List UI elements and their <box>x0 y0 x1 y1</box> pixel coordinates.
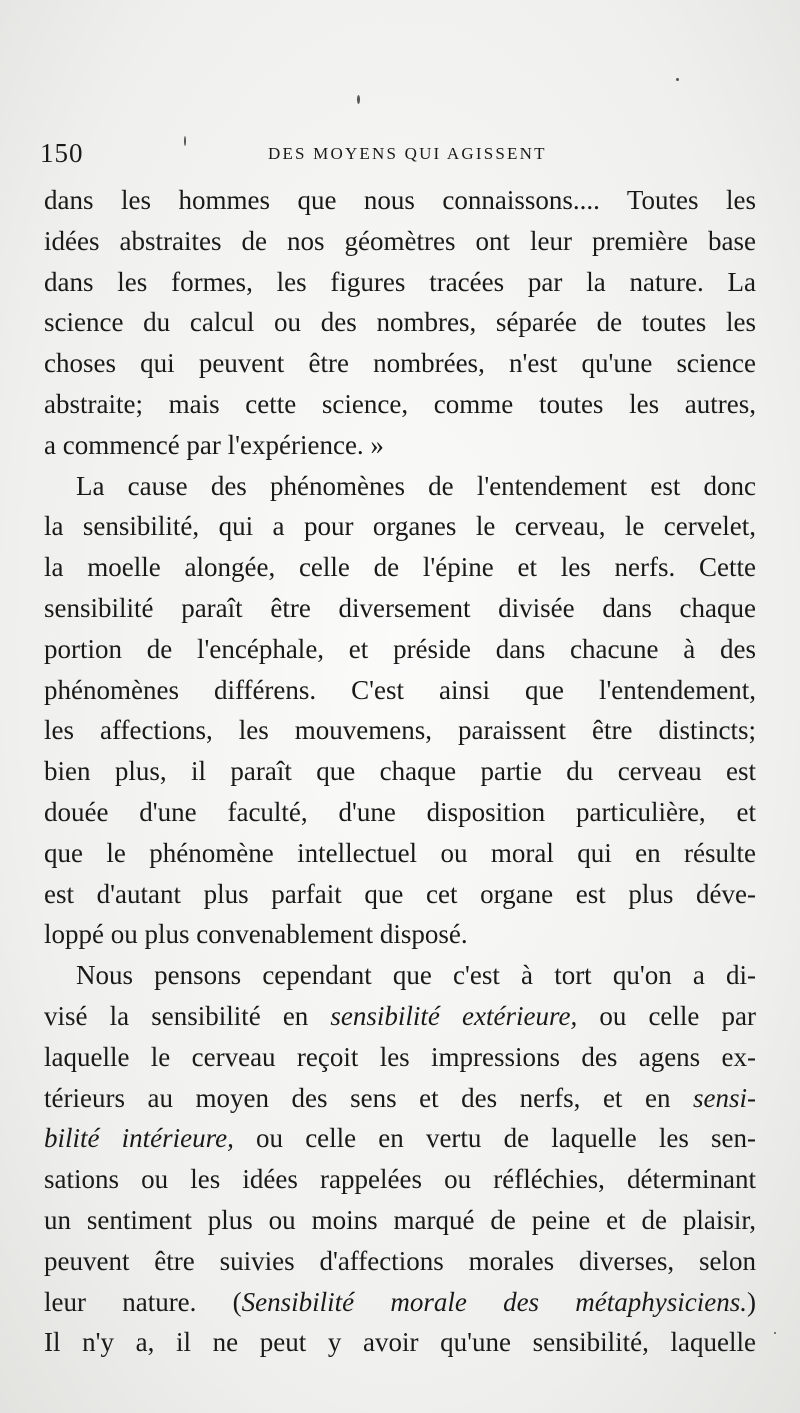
text-run: ) <box>747 1286 756 1317</box>
text-line <box>44 955 756 996</box>
text-run: sations ou les idées rappelées ou réfléchies, déterminant <box>44 1164 756 1195</box>
text-run: science du calcul ou des nombres, séparée de toutes les <box>44 307 756 338</box>
text-line <box>44 751 756 792</box>
text-line <box>44 1118 756 1159</box>
text-line <box>44 1241 756 1282</box>
text-run: a commencé par l'expérience. » <box>44 429 384 460</box>
text-run: la moelle alongée, celle de l'épine et les nerfs. Cette <box>44 552 756 583</box>
text-run: un sentiment plus ou moins marqué de peine et de plaisir, <box>44 1204 756 1235</box>
text-line <box>44 384 756 425</box>
page-number: 150 <box>40 138 84 168</box>
text-run: la sensibilité, qui a pour organes le cerveau, le cervelet, <box>44 511 756 542</box>
text-run: Nous pensons cependant que c'est à tort qu'on a di- <box>76 960 756 991</box>
text-line <box>44 914 756 955</box>
text-line <box>44 792 756 833</box>
text-line <box>44 466 756 507</box>
text-line <box>44 262 756 303</box>
text-line <box>44 629 756 670</box>
text-line <box>44 221 756 262</box>
text-run: dans les hommes que nous connaissons.... Toutes les <box>44 185 756 215</box>
text-line <box>44 180 756 221</box>
text-run: ou celle par <box>577 1000 756 1031</box>
page-header <box>40 138 740 172</box>
text-line <box>44 425 756 466</box>
text-line <box>44 710 756 751</box>
text-run: douée d'une faculté, d'une disposition particulière, et <box>44 796 756 827</box>
text-run: dans les formes, les figures tracées par la nature. La <box>44 266 756 297</box>
text-run: Il n'y a, il ne peut y avoir qu'une sensibilité, laquelle <box>44 1327 756 1358</box>
text-line <box>44 1282 756 1323</box>
text-run: térieurs au moyen des sens et des nerfs, et en <box>44 1082 693 1113</box>
text-line <box>44 506 756 547</box>
text-line <box>44 1200 756 1241</box>
italic-text: sensi- <box>693 1082 756 1113</box>
text-run: ou celle en vertu de laquelle les sen- <box>233 1123 756 1154</box>
text-run: les affections, les mouvemens, paraissent être distincts; <box>44 715 756 746</box>
text-run: peuvent être suivies d'affections morales diverses, selon <box>44 1245 756 1276</box>
text-line <box>44 1322 756 1363</box>
text-run: loppé ou plus convenablement disposé. <box>44 919 468 950</box>
text-run: choses qui peuvent être nombrées, n'est qu'une science <box>44 348 756 379</box>
text-run: phénomènes différens. C'est ainsi que l'entendement, <box>44 674 756 705</box>
text-run: visé la sensibilité en <box>44 1000 331 1031</box>
text-line <box>44 302 756 343</box>
italic-text: Sensibilité morale des métaphysiciens. <box>241 1286 747 1317</box>
text-line <box>44 343 756 384</box>
text-line <box>44 588 756 629</box>
text-run: laquelle le cerveau reçoit les impressions des agens ex- <box>44 1041 756 1072</box>
text-run: que le phénomène intellectuel ou moral qui en résulte <box>44 837 756 868</box>
text-line <box>44 833 756 874</box>
text-run: portion de l'encéphale, et préside dans chacune à des <box>44 633 756 664</box>
text-line <box>44 1159 756 1200</box>
text-run: bien plus, il paraît que chaque partie du cerveau est <box>44 756 756 787</box>
text-run: abstraite; mais cette science, comme toutes les autres, <box>44 388 756 419</box>
text-line <box>44 874 756 915</box>
text-run: leur nature. ( <box>44 1286 242 1317</box>
text-run: La cause des phénomènes de l'entendement est donc <box>76 470 756 501</box>
italic-text: sensibilité extérieure, <box>330 1000 578 1031</box>
running-head: DES MOYENS QUI AGISSENT <box>268 144 547 163</box>
italic-text: bilité intérieure, <box>44 1123 234 1154</box>
body-text <box>44 180 756 1363</box>
text-run: sensibilité paraît être diversement divisée dans chaque <box>44 592 756 623</box>
text-line <box>44 996 756 1037</box>
text-run: idées abstraites de nos géomètres ont leur première base <box>44 225 756 256</box>
text-run: est d'autant plus parfait que cet organe est plus déve- <box>44 878 756 909</box>
text-line <box>44 670 756 711</box>
text-line <box>44 547 756 588</box>
text-line <box>44 1037 756 1078</box>
text-line <box>44 1078 756 1119</box>
